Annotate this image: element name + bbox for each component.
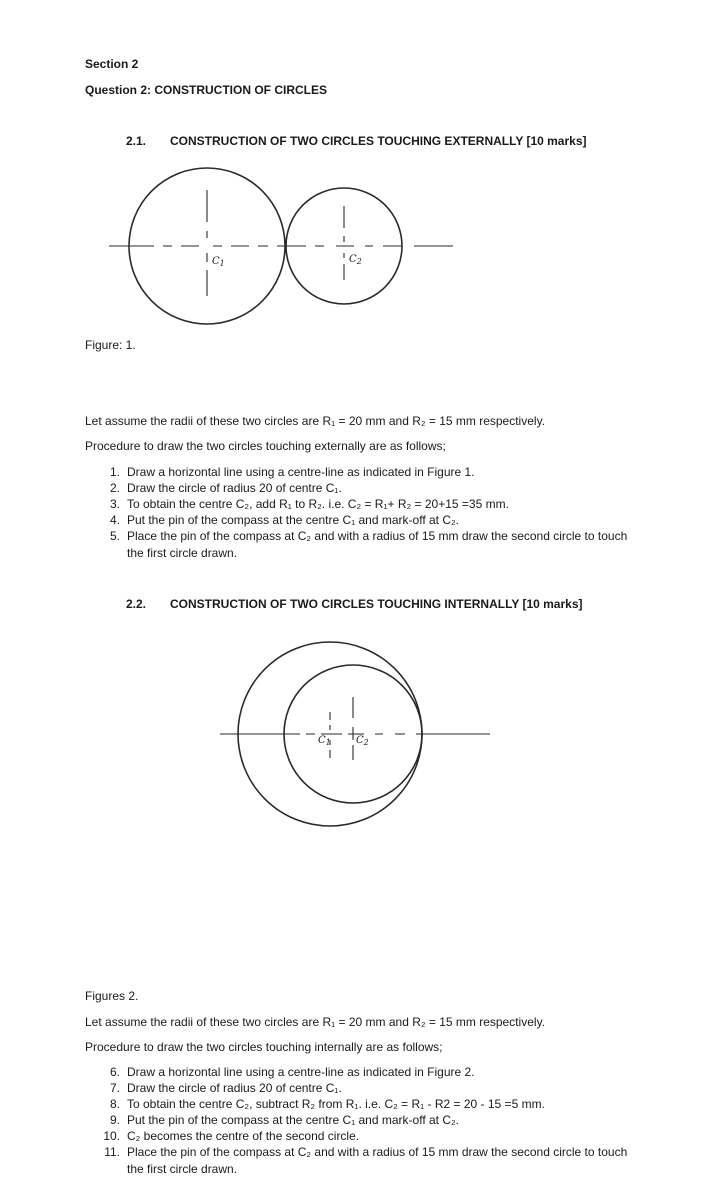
figure2-label-c1: $C_1$ bbox=[318, 735, 331, 747]
question-title: Question 2: CONSTRUCTION OF CIRCLES bbox=[85, 83, 328, 97]
part1-number: 2.1. bbox=[126, 134, 147, 148]
figure2-caption: Figures 2. bbox=[85, 989, 139, 1003]
figure2-label-c2: $C_2$ bbox=[356, 735, 369, 747]
part2-heading: CONSTRUCTION OF TWO CIRCLES TOUCHING INTERNALLY [10 marks] bbox=[170, 597, 583, 611]
figure1-caption: Figure: 1. bbox=[85, 338, 136, 352]
section-title: Section 2 bbox=[85, 57, 139, 71]
part2-intro: Let assume the radii of these two circles are R₁ = 20 mm and R₂ = 15 mm respectively. bbox=[85, 1015, 546, 1029]
figure1-label-c2: $C_2$ bbox=[349, 254, 362, 266]
part1-procedure-intro: Procedure to draw the two circles touching externally are as follows; bbox=[85, 439, 446, 453]
figure1-label-c1: $C_1$ bbox=[212, 256, 225, 268]
part2-procedure-intro: Procedure to draw the two circles touching internally are as follows; bbox=[85, 1040, 443, 1054]
part2-number: 2.2. bbox=[126, 597, 147, 611]
part1-intro: Let assume the radii of these two circles are R₁ = 20 mm and R₂ = 15 mm respectively. bbox=[85, 414, 546, 428]
part1-heading: CONSTRUCTION OF TWO CIRCLES TOUCHING EXTERNALLY [10 marks] bbox=[170, 134, 587, 148]
